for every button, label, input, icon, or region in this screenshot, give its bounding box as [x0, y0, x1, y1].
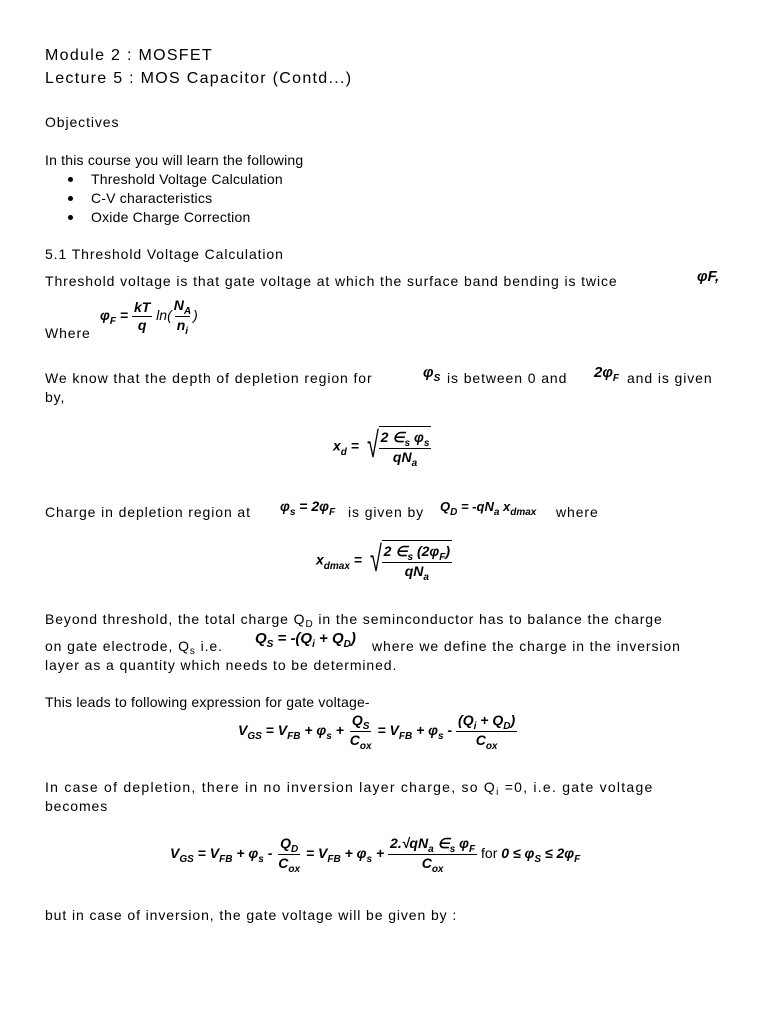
beyond-text-a: Beyond threshold, the total charge $Q_D$ in the seminconductor has to balance the charge — [45, 611, 663, 630]
module-title: Module 2 : MOSFET — [45, 47, 213, 64]
depletion-case-text-c: becomes — [45, 798, 109, 814]
bullet-icon — [68, 196, 73, 201]
depletion-text-b: is between 0 and — [447, 370, 568, 386]
phi-f-symbol: φF, — [697, 268, 720, 285]
objectives-heading: Objectives — [45, 114, 120, 130]
for-label: for — [481, 845, 498, 862]
inversion-case-text: but in case of inversion, the gate voltage will be given by : — [45, 907, 458, 923]
xdmax-equation: $x_{dmax}$ = √ $\frac{2 \in_s (2\varphi_F)}{qN_a}$ — [316, 538, 451, 583]
beyond-text-c: on gate electrode, $Q_s$ i.e. — [45, 638, 223, 657]
qd-expression: $Q_D = -qN_a$ $x_{dmax}$ — [440, 499, 537, 518]
where-label: Where — [45, 325, 91, 341]
depletion-case-text: In case of depletion, there in no inversion layer charge, so $Q_i =0$, i.e. gate voltage — [45, 779, 654, 798]
charge-text-c: where — [556, 504, 599, 520]
charge-text-a: Charge in depletion region at — [45, 504, 251, 520]
depletion-text-d: by, — [45, 389, 66, 405]
beyond-text-e: where we define the charge in the inversion — [372, 638, 681, 654]
list-item: C-V characteristics — [91, 190, 213, 206]
vgs-equation-general: $V_{GS} = V_{FB} + \varphi_s$ + $\frac{Q_S}{C_{ox}}$ = $V_{FB} + \varphi_s$ - $\frac{(Q_i + Q_D)}{C_{ox}}$ — [238, 712, 516, 752]
two-phi-f-symbol: $2\varphi_F$ — [594, 364, 620, 384]
xd-equation: $x_d$ = √ $\frac{2 \in_s \varphi_s}{qN_a}$ — [333, 424, 430, 469]
charge-text-b: is given by — [348, 504, 425, 520]
bullet-icon — [68, 215, 73, 220]
threshold-definition: Threshold voltage is that gate voltage at which the surface band bending is twice — [45, 273, 618, 289]
gate-voltage-intro: This leads to following expression for gate voltage- — [45, 694, 370, 710]
beyond-text-f: layer as a quantity which needs to be determined. — [45, 657, 398, 673]
depletion-text-a: We know that the depth of depletion region for — [45, 370, 373, 386]
phi-s-symbol: $\varphi_S$ — [423, 364, 441, 384]
qs-balance-expression: $Q_S = -(Q_i + Q_D)$ — [255, 630, 356, 650]
vgs-equation-depletion: $V_{GS} = V_{FB} + \varphi_s$ - $\frac{Q_D}{C_{ox}}$ = $V_{FB} + \varphi_s$ + $\frac{2.√qN_a \in_s \varphi_F}{C_{ox}}$ for $0 \le \varphi_S \le 2\varphi_F$ — [170, 835, 581, 875]
depletion-text-c: and is given — [627, 370, 713, 386]
bullet-icon — [68, 177, 73, 182]
lecture-title: Lecture 5 : MOS Capacitor (Contd...) — [45, 70, 353, 87]
section-title: 5.1 Threshold Voltage Calculation — [45, 246, 284, 262]
list-item: Oxide Charge Correction — [91, 209, 251, 225]
list-item: Threshold Voltage Calculation — [91, 171, 283, 187]
phi-f-equation: $\varphi_F$ = $\frac{kT}{q}$ ln( $\frac{N_A}{n_i}$ ) — [100, 297, 198, 337]
intro-text: In this course you will learn the following — [45, 152, 304, 168]
phi-s-eq-2phi-f: $\varphi_s = 2\varphi_F$ — [280, 498, 336, 518]
